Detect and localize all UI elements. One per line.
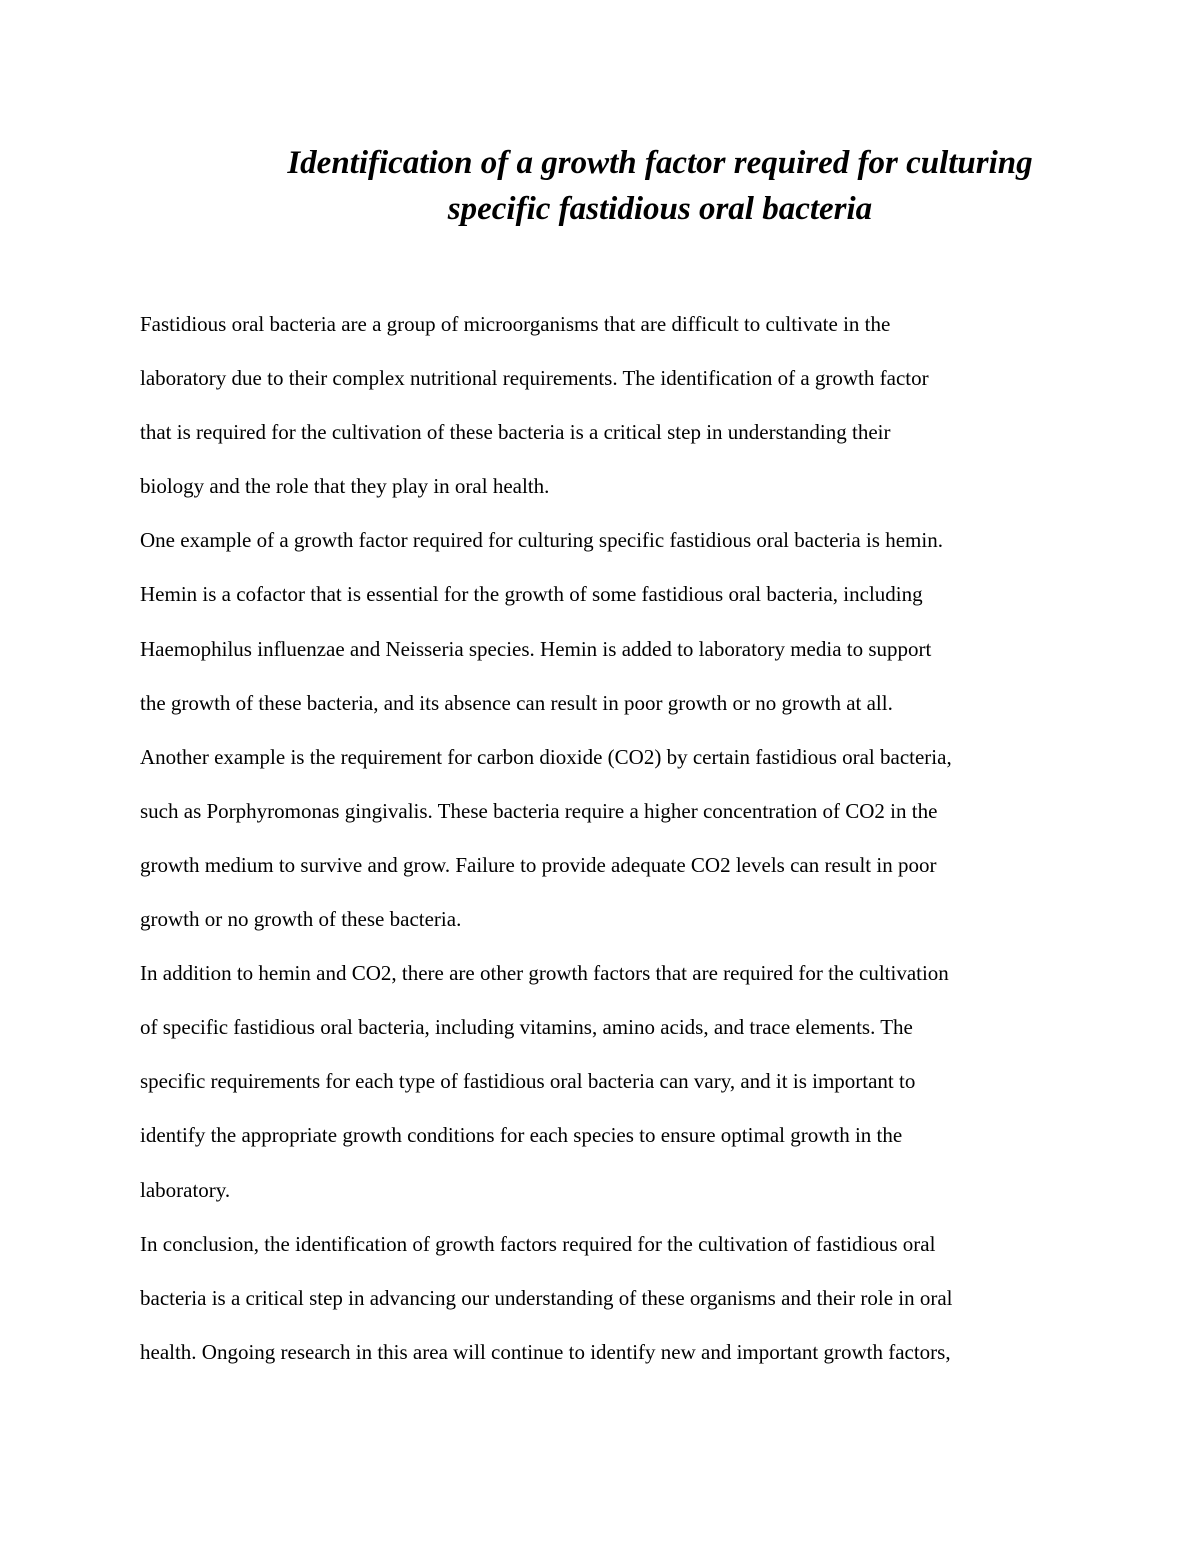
body-line: Fastidious oral bacteria are a group of microorganisms that are difficult to cultivate in the <box>140 312 891 336</box>
body-line: laboratory due to their complex nutritional requirements. The identification of a growth factor <box>140 366 929 391</box>
body-line: In addition to hemin and CO2, there are other growth factors that are required for the cultivation <box>140 961 949 986</box>
body-line: One example of a growth factor required for culturing specific fastidious oral bacteria is hemin. <box>140 528 943 553</box>
body-line: Haemophilus influenzae and Neisseria species. Hemin is added to laboratory media to support <box>140 636 932 661</box>
body-line: biology and the role that they play in oral health. <box>140 474 550 499</box>
body-line: of specific fastidious oral bacteria, including vitamins, amino acids, and trace elements. The <box>140 1015 913 1040</box>
body-line: that is required for the cultivation of these bacteria is a critical step in understanding their <box>140 420 891 445</box>
body-line: identify the appropriate growth conditions for each species to ensure optimal growth in the <box>140 1123 903 1148</box>
title-line: specific fastidious oral bacteria <box>447 191 873 227</box>
document-body <box>140 297 1070 1379</box>
body-line: In conclusion, the identification of growth factors required for the cultivation of fastidious oral <box>140 1231 936 1256</box>
body-line: such as Porphyromonas gingivalis. These bacteria require a higher concentration of CO2 in the <box>140 798 938 823</box>
body-line: health. Ongoing research in this area will continue to identify new and important growth factors, <box>140 1339 951 1364</box>
body-line: specific requirements for each type of fastidious oral bacteria can vary, and it is important to <box>140 1069 916 1094</box>
document-title <box>140 140 1180 232</box>
body-line: growth or no growth of these bacteria. <box>140 907 462 932</box>
body-line: laboratory. <box>140 1177 231 1202</box>
title-line: Identification of a growth factor required for culturing <box>287 145 1033 181</box>
body-line: bacteria is a critical step in advancing our understanding of these organisms and their role in oral <box>140 1285 953 1310</box>
body-line: growth medium to survive and grow. Failure to provide adequate CO2 levels can result in poor <box>140 852 937 877</box>
body-line: Hemin is a cofactor that is essential for the growth of some fastidious oral bacteria, including <box>140 582 923 607</box>
body-line: the growth of these bacteria, and its absence can result in poor growth or no growth at all. <box>140 690 893 715</box>
body-line: Another example is the requirement for carbon dioxide (CO2) by certain fastidious oral bacteria, <box>140 744 952 769</box>
